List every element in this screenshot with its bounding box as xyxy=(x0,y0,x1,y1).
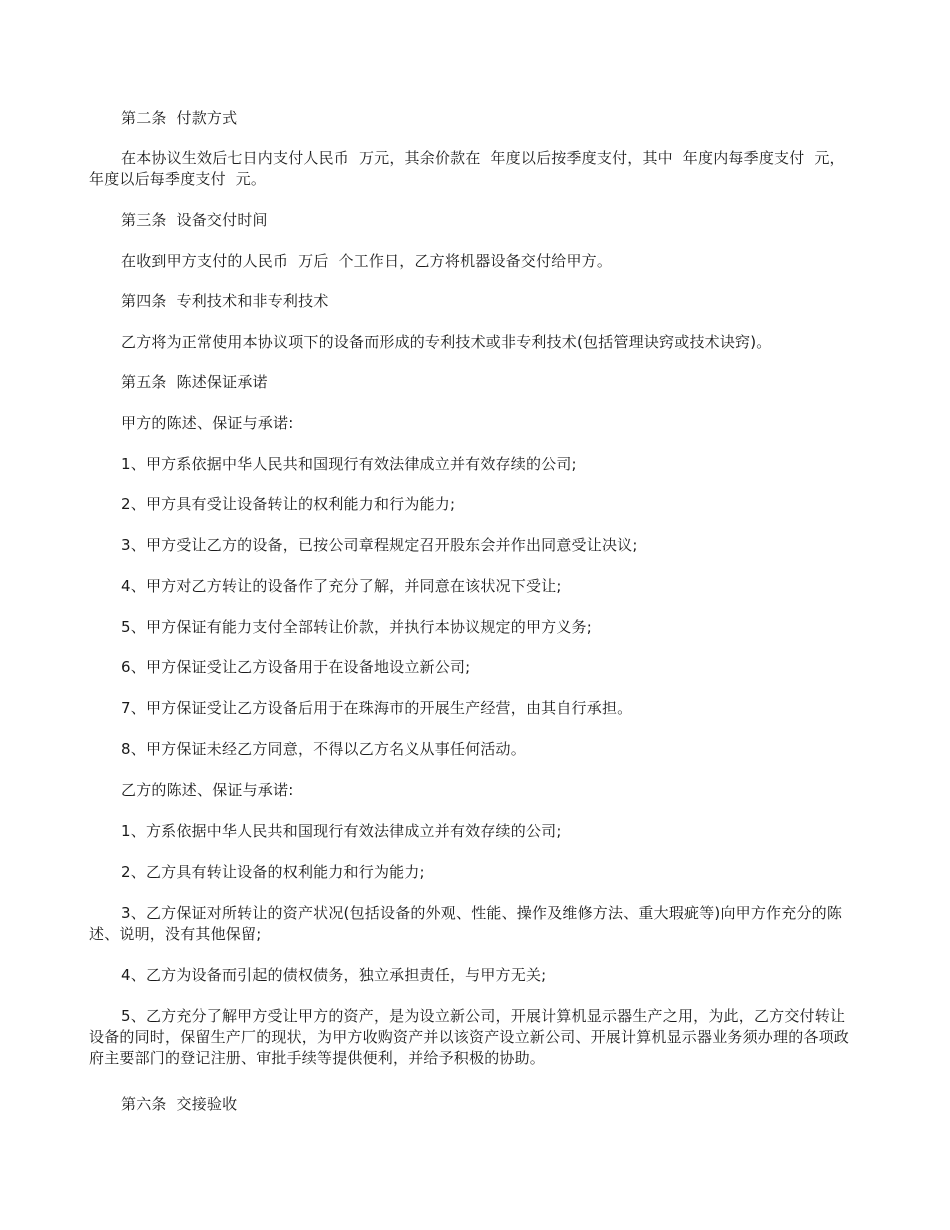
party-a-item-7: 7、甲方保证受让乙方设备后用于在珠海市的开展生产经营，由其自行承担。 xyxy=(121,699,633,717)
party-b-item-3: 3、乙方保证对所转让的资产状况(包括设备的外观、性能、操作及维修方法、重大瑕疵等)向甲方作充分的陈述、说明，没有其他保留; xyxy=(89,904,843,943)
party-a-item-5: 5、甲方保证有能力支付全部转让价款，并执行本协议规定的甲方义务; xyxy=(121,618,593,636)
party-a-item-3: 3、甲方受让乙方的设备，已按公司章程规定召开股东会并作出同意受让决议; xyxy=(121,536,638,554)
party-a-item-1: 1、甲方系依据中华人民共和国现行有效法律成立并有效存续的公司; xyxy=(121,455,577,473)
article-4-body: 乙方将为正常使用本协议项下的设备而形成的专利技术或非专利技术(包括管理诀窍或技术诀窍)。 xyxy=(121,333,772,351)
party-b-item-2: 2、乙方具有转让设备的权利能力和行为能力; xyxy=(121,863,425,881)
party-b-item-4: 4、乙方为设备而引起的债权债务，独立承担责任，与甲方无关; xyxy=(121,966,547,984)
party-b-item-1: 1、方系依据中华人民共和国现行有效法律成立并有效存续的公司; xyxy=(121,822,562,840)
article-4-heading: 第四条 专利技术和非专利技术 xyxy=(121,292,329,310)
article-5-heading: 第五条 陈述保证承诺 xyxy=(121,373,268,391)
article-3-heading: 第三条 设备交付时间 xyxy=(121,211,268,229)
party-a-item-8: 8、甲方保证未经乙方同意，不得以乙方名义从事任何活动。 xyxy=(121,740,526,758)
article-3-body: 在收到甲方支付的人民币 万后 个工作日，乙方将机器设备交付给甲方。 xyxy=(121,252,613,270)
article-2-body: 在本协议生效后七日内支付人民币 万元，其余价款在 年度以后按季度支付，其中 年度内每季度支付 元， 年度以后每季度支付 元。 xyxy=(89,149,855,188)
article-2-heading: 第二条 付款方式 xyxy=(121,109,238,127)
party-a-item-6: 6、甲方保证受让乙方设备用于在设备地设立新公司; xyxy=(121,658,471,676)
party-a-item-2: 2、甲方具有受让设备转让的权利能力和行为能力; xyxy=(121,495,456,513)
party-b-subheading: 乙方的陈述、保证与承诺: xyxy=(121,781,294,799)
party-a-subheading: 甲方的陈述、保证与承诺: xyxy=(121,414,294,432)
article-6-heading: 第六条 交接验收 xyxy=(121,1095,238,1113)
party-a-item-4: 4、甲方对乙方转让的设备作了充分了解，并同意在该状况下受让; xyxy=(121,577,562,595)
party-b-item-5: 5、乙方充分了解甲方受让甲方的资产，是为设立新公司，开展计算机显示器生产之用，为此，乙方交付转让设备的同时，保留生产厂的现状，为甲方收购资产并以该资产设立新公司、开展计算机显示器业务须办理的各项政府主要部门的登记注册、审批手续等提供便利，并给予积极的协助。 xyxy=(89,1007,850,1067)
